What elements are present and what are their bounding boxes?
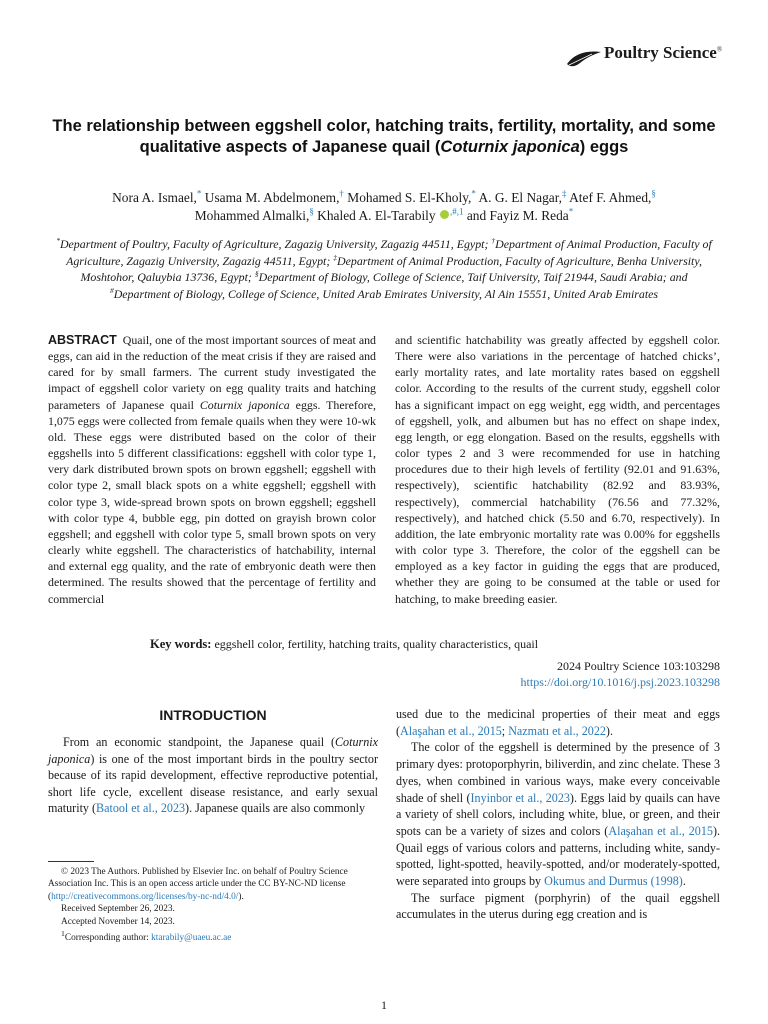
section-heading-introduction: INTRODUCTION	[159, 707, 267, 723]
footnotes: © 2023 The Authors. Published by Elsevier Inc. on behalf of Poultry Science Association Inc. This is an open access article under the CC BY-NC-ND license (http://creativecommons.org/licenses/by-nc-nd/4.0/). Received September 26, 2023. Accepted November 14, 2023. $^1$Corresponding author: ktarabily@uaeu.ac.ae	[48, 866, 378, 945]
reference-link[interactable]: Alaşahan et al., 2015	[400, 723, 502, 738]
article-title: The relationship between eggshell color, hatching traits, fertility, mortality, and some qualitative aspects of Japanese quail (Coturnix japonica) eggs	[52, 117, 716, 156]
journal-logo	[566, 40, 726, 76]
author: Usama M. Abdelmonem,	[204, 190, 340, 205]
reference-link[interactable]: Inyinbor et al., 2023	[470, 790, 570, 805]
affiliation-marker[interactable]: *	[568, 206, 574, 217]
affiliation-marker[interactable]: ‡	[562, 188, 567, 199]
accepted-date: Accepted November 14, 2023.	[61, 916, 175, 927]
author: Mohammed Almalki,	[194, 208, 310, 223]
affiliation-marker[interactable]: §	[309, 206, 314, 217]
page-number: 1	[381, 998, 387, 1012]
author: Mohamed S. El-Kholy,	[347, 190, 472, 205]
license-link[interactable]: http://creativecommons.org/licenses/by-nc-nd/4.0/	[51, 891, 239, 902]
author-list	[40, 189, 728, 225]
affiliation-marker[interactable]: §	[651, 188, 656, 199]
doi-link[interactable]: https://doi.org/10.1016/j.psj.2023.103298	[520, 675, 720, 689]
reference-link[interactable]: Okumus and Durmus (1998)	[544, 874, 683, 889]
reference-link[interactable]: Batool et al., 2023	[96, 801, 186, 815]
affiliation-marker[interactable]: *	[471, 188, 476, 199]
reference-link[interactable]: Alaşahan et al., 2015	[608, 823, 713, 838]
affiliation-marker[interactable]: †	[339, 188, 344, 199]
author: Khaled A. El-Tarabily	[317, 208, 436, 223]
author: and Fayiz M. Reda	[466, 208, 569, 223]
reference-link[interactable]: Nazmatı et al., 2022	[508, 723, 606, 738]
journal-citation: 2024 Poultry Science 103:103298	[557, 659, 720, 673]
feather-icon	[566, 48, 602, 70]
citation-info	[521, 658, 720, 690]
abstract-left-column: ABSTRACT Quail, one of the most important sources of meat and eggs, can aid in the reduction of the meat crisis if they are raised and cared for by small farmers. The current study investigated the impact of eggshell color variety on egg quality traits and hatching parameters of Japanese quail Coturnix japonica eggs. Therefore, 1,075 eggs were collected from female quails when they were 10-wk old. These eggs were distributed based on the color of their eggshells into 5 different classifications: eggshell with color type 1, very dark distributed brown spots on brown eggshell; eggshell with color type 2, small black spots on a white eggshell; eggshell with color type 3, wide-spread brown spots on brown eggshell; eggshell with color type 4, bubble egg, pin dotted on grayish brown color eggshell; and eggshell with color type 5, small brown spots on very clearly white eggshell. The characteristics of hatchability, internal and external egg quality, and the rate of embryonic death were then determined. The results showed that the percentage of fertility and commercial	[48, 333, 376, 606]
journal-name: Poultry Science®	[604, 43, 723, 62]
author: Atef F. Ahmed,	[569, 190, 652, 205]
abstract-right-column: and scientific hatchability was greatly affected by eggshell color. There were also variations in the percentage of hatched chicks’, early mortality rates, and late mortality rates based on eggshell color. According to the results of the current study, eggshell color has a significant impact on egg weight, egg width, and percentages of eggshell, yolk, and albumen but has no effect on shape index, egg length, or egg elongation. Based on the results, eggshells with color types 2 and 3 were recommended for use in hatching procedures due to their high levels of fertility (92.01 and 91.63%, respectively), scientific hatchability (82.92 and 83.93%, respectively), commercial hatchability (76.56 and 77.32%, respectively), and hatched chick (5.50 and 6.70, respectively). In addition, the late embryonic mortality rate was 0.00% for eggshells with color type 3. Therefore, the color of the eggshell can be employed as a key factor in guiding the eggs that are produced, whether they are going to be consumed at the table or used for hatching, to make breeding easier.	[395, 333, 720, 606]
affiliation-marker[interactable]: ,#,1	[449, 206, 464, 217]
corresponding-email-link[interactable]: ktarabily@uaeu.ac.ae	[151, 933, 232, 944]
introduction-left-column: From an economic standpoint, the Japanese quail (Coturnix japonica) is one of the most important birds in the poultry sector because of its rapid development, effective reproductive potential, short life cycle, excellent disease resistance, and early sexual maturity (Batool et al., 2023). Japanese quails are also commonly	[48, 735, 378, 815]
affiliations: *Department of Poultry, Faculty of Agriculture, Zagazig University, Zagazig 44511, Egypt; †Department of Animal Production, Faculty of Agriculture, Zagazig University, Zagazig 44511, Egypt; ‡Department of Animal Production, Faculty of Agriculture, Benha University, Moshtohor, Qaluybia 13736, Egypt; §Department of Biology, College of Science, Taif University, Taif 21944, Saudi Arabia; and #Department of Biology, College of Science, United Arab Emirates University, Al Ain 15551, United Arab Emirates	[56, 236, 712, 301]
introduction-right-column: used due to the medicinal properties of their meat and eggs (Alaşahan et al., 2015; Nazmatı et al., 2022). The color of the eggshell is determined by the presence of 3 primary dyes: protoporphyrin, biliverdin, and zinc chelate. These 3 dyes, when combined in various ways, make every conceivable shade of shell (Inyinbor et al., 2023). Eggs laid by quails can have a variety of shell colors, including white, blue, or green, and their spots can be a variety of sizes and colors (Alaşahan et al., 2015). Quail eggs of various colors and patterns, including white, sandy-spotted, light-spotted, heavily-spotted, and/or moderately-spotted, were separated into groups by Okumus and Durmus (1998). The surface pigment (porphyrin) of the quail eggshell accumulates in the uterus during egg creation and is	[396, 707, 720, 922]
author: A. G. El Nagar,	[478, 190, 563, 205]
keywords: Key words: eggshell color, fertility, hatching traits, quality characteristics, quail	[150, 637, 539, 651]
received-date: Received September 26, 2023.	[61, 904, 175, 915]
affiliation-marker[interactable]: *	[196, 188, 202, 199]
abstract-heading: ABSTRACT	[48, 333, 117, 347]
orcid-icon[interactable]	[440, 210, 449, 219]
footnote-divider	[48, 861, 94, 862]
author: Nora A. Ismael,	[112, 190, 197, 205]
